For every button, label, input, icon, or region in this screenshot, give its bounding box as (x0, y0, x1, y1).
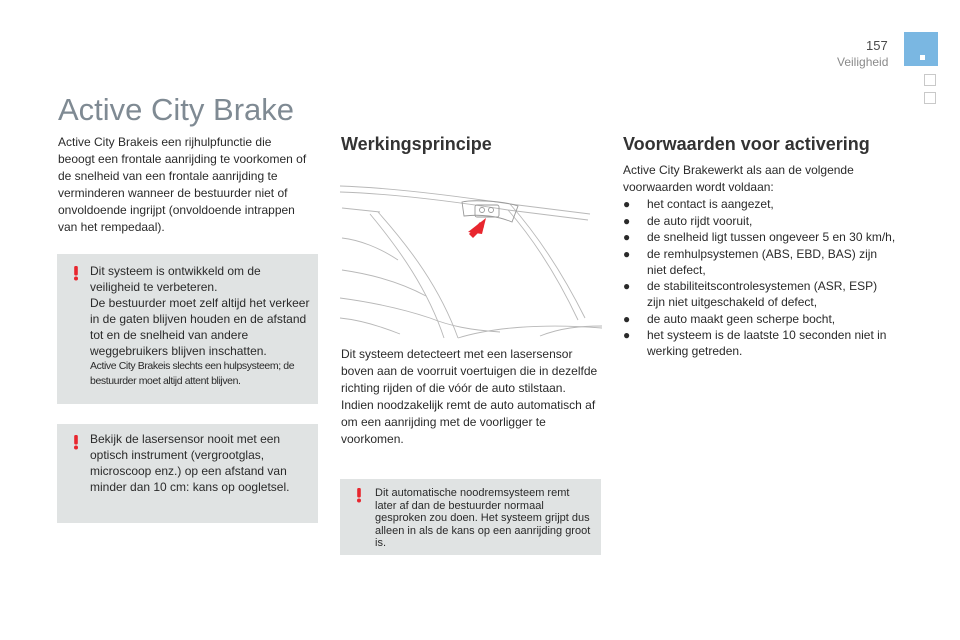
list-item: ● de auto maakt geen scherpe bocht, (623, 311, 836, 326)
page-number: 157 (866, 38, 888, 53)
bullet-icon: ● (623, 197, 631, 211)
list-item: ● de auto rijdt vooruit, (623, 213, 753, 228)
heading-activation-conditions: Voorwaarden voor activering (623, 134, 870, 154)
intro-paragraph: Active City Brakeis een rijhulpfunctie die beoogt een frontale aanrijding te voorkomen of de snelheid van een frontale aanrijding te verminderen wanneer de bestuurder niet of onvoldoende ingrijpt (onvoldoende intrappen van het rempedaal). (58, 135, 307, 234)
bullet-icon: ● (623, 279, 631, 293)
tab-marker-icon (920, 55, 925, 60)
note-text-small: Active City Brakeis slechts een hulpsysteem; de bestuurder moet altijd attent blijven. (90, 360, 295, 387)
chapter-tab-active[interactable] (904, 32, 938, 66)
note-text: De bestuurder moet zelf altijd het verkeer in de gaten blijven houden en de afstand tot en de snelheid van andere weggebruikers blijven inschatten. (90, 296, 310, 358)
list-item: ● het systeem is de laatste 10 seconden niet in werking getreden. (623, 328, 887, 358)
chapter-tab[interactable] (924, 74, 936, 86)
page-title: Active City Brake (58, 92, 295, 127)
list-item: ● de remhulpsystemen (ABS, EBD, BAS) zijn niet defect, (623, 246, 878, 277)
warning-icon (68, 265, 84, 281)
note-text: Bekijk de lasersensor nooit met een optisch instrument (vergrootglas, microscoop enz.) op een afstand van minder dan 10 cm: kans op oogletsel. (90, 432, 290, 494)
warning-note-system (57, 254, 318, 404)
warning-note-laser (57, 424, 318, 523)
list-item: ● de stabiliteitscontrolesystemen (ASR, ESP) zijn niet uitgeschakeld of defect, (623, 279, 878, 309)
conditions-intro: Active City Brakewerkt als aan de volgende voorwaarden wordt voldaan: (623, 163, 854, 194)
bullet-icon: ● (623, 213, 631, 228)
operating-description (341, 346, 599, 448)
note-text: Dit systeem is ontwikkeld om de veiligheid te verbeteren. (90, 264, 261, 294)
warning-icon (351, 487, 367, 503)
list-item: ● het contact is aangezet, (623, 197, 774, 211)
warning-icon (68, 434, 84, 450)
chapter-tab[interactable] (924, 92, 936, 104)
bullet-icon: ● (623, 311, 631, 326)
heading-operating-principle: Werkingsprincipe (341, 134, 492, 154)
warning-note-braking (340, 479, 601, 555)
bullet-icon: ● (623, 246, 631, 261)
note-text: Dit automatische noodremsysteem remt later af dan de bestuurder normaal gesproken zou doen. Het systeem grijpt dus alleen in als de kans op een aanrijding groot is. (375, 487, 591, 549)
operating-text: Indien noodzakelijk remt de auto automatisch af om een aanrijding met de voorligger te voorkomen. (341, 398, 596, 446)
bullet-icon: ● (623, 230, 631, 244)
windshield-sensor-illustration (340, 178, 602, 340)
conditions-list (623, 196, 898, 360)
bullet-icon: ● (623, 328, 631, 342)
list-item: ● de snelheid ligt tussen ongeveer 5 en 30 km/h, (623, 230, 896, 244)
operating-text: Dit systeem detecteert met een lasersensor boven aan de voorruit voertuigen die in dezelfde richting rijden of die vóór de auto stilstaan. (341, 347, 598, 395)
section-label: Veiligheid (837, 55, 889, 69)
